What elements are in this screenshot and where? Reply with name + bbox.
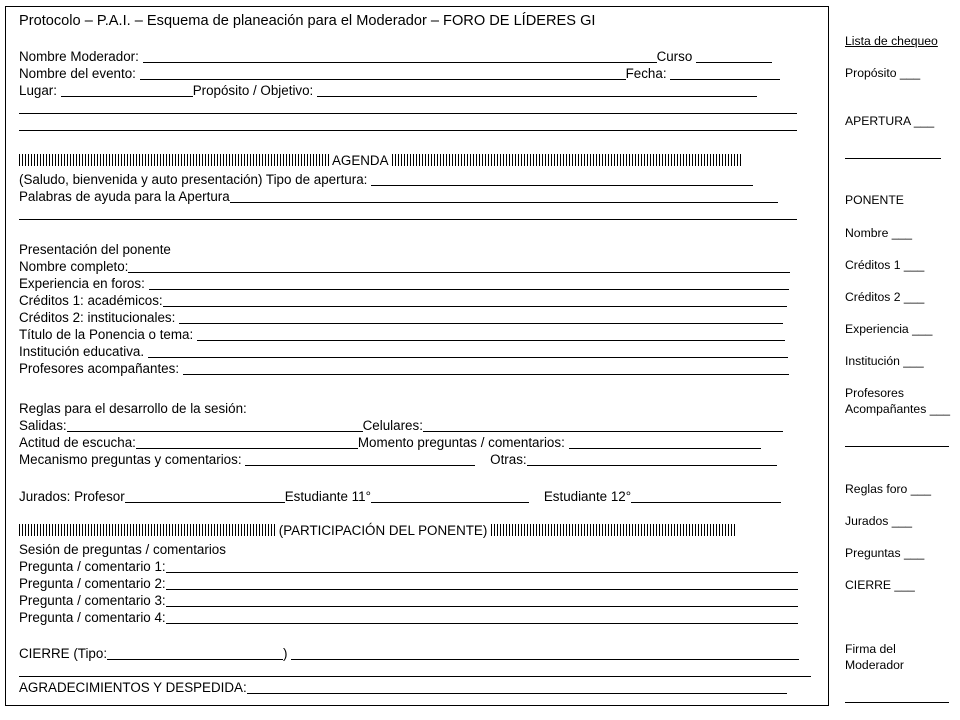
event-label: Nombre del evento:	[19, 66, 136, 81]
institution-label: Institución educativa.	[19, 344, 145, 359]
check-institution[interactable]: Institución ___	[845, 354, 924, 368]
opening-type-field[interactable]	[371, 171, 753, 186]
agenda-row	[19, 152, 819, 169]
thanks-row	[19, 679, 819, 696]
question-3-field[interactable]	[166, 592, 798, 607]
jury-student-12-field[interactable]	[631, 488, 781, 503]
purpose-continuation-2	[19, 116, 819, 133]
question-4-row	[19, 609, 819, 626]
listening-field[interactable]	[136, 434, 358, 449]
check-questions[interactable]: Preguntas ___	[845, 546, 925, 560]
place-label: Lugar:	[19, 83, 57, 98]
check-opening-notes-line[interactable]	[845, 158, 941, 159]
others-label: Otras:	[490, 452, 527, 467]
check-credits-1[interactable]: Créditos 1 ___	[845, 258, 925, 272]
divider-bars-left	[19, 524, 275, 536]
check-close[interactable]: CIERRE ___	[845, 578, 915, 592]
checklist-title: Lista de chequeo	[845, 34, 938, 48]
close-paren: )	[283, 646, 288, 661]
event-field[interactable]	[140, 65, 626, 80]
phones-field[interactable]	[423, 417, 783, 432]
institution-row	[19, 343, 819, 360]
check-rules-notes-line[interactable]	[845, 446, 949, 447]
full-name-row	[19, 258, 819, 275]
qa-session-heading: Sesión de preguntas / comentarios	[19, 542, 226, 557]
moderator-row	[19, 48, 819, 65]
agenda-heading: AGENDA	[331, 153, 388, 168]
close-continuation	[19, 662, 819, 679]
purpose-field[interactable]	[317, 82, 757, 97]
signature-line[interactable]	[845, 702, 949, 703]
divider-bars-right	[392, 154, 742, 166]
place-row	[19, 82, 819, 99]
purpose-line-2[interactable]	[19, 99, 797, 114]
check-opening[interactable]: APERTURA ___	[845, 114, 935, 128]
participation-heading: (PARTICIPACIÓN DEL PONENTE)	[278, 523, 488, 538]
forum-experience-row	[19, 275, 819, 292]
opening-words-row	[19, 188, 819, 205]
question-3-row	[19, 592, 819, 609]
close-row	[19, 645, 819, 662]
forum-experience-field[interactable]	[149, 275, 789, 290]
moderator-label: Nombre Moderador:	[19, 49, 139, 64]
question-2-label: Pregunta / comentario 2:	[19, 576, 166, 591]
credits-academic-row	[19, 292, 819, 309]
date-label: Fecha:	[625, 66, 667, 81]
listening-row	[19, 434, 819, 451]
exits-field[interactable]	[67, 417, 363, 432]
opening-line-2[interactable]	[19, 205, 797, 220]
speaker-heading: Presentación del ponente	[19, 242, 171, 257]
check-teachers-line-2[interactable]: Acompañantes ___	[845, 402, 951, 416]
question-1-label: Pregunta / comentario 1:	[19, 559, 166, 574]
protocol-form	[5, 6, 829, 706]
teachers-label: Profesores acompañantes:	[19, 361, 180, 376]
exits-row	[19, 417, 819, 434]
phones-label: Celulares:	[362, 418, 423, 433]
mechanism-field[interactable]	[245, 451, 475, 466]
close-type-label: CIERRE (Tipo:	[19, 646, 108, 661]
purpose-continuation-1	[19, 99, 819, 116]
check-credits-2[interactable]: Créditos 2 ___	[845, 290, 925, 304]
moderator-field[interactable]	[143, 48, 657, 63]
signature-label-line-2: Moderador	[845, 658, 904, 672]
opening-continuation	[19, 205, 819, 222]
rules-heading: Reglas para el desarrollo de la sesión:	[19, 401, 247, 416]
jury-student-12-label: Estudiante 12°	[543, 489, 632, 504]
event-row	[19, 65, 819, 82]
purpose-label: Propósito / Objetivo:	[192, 83, 314, 98]
talk-title-label: Título de la Ponencia o tema:	[19, 327, 194, 342]
thanks-label: AGRADECIMIENTOS Y DESPEDIDA:	[19, 680, 247, 695]
teachers-field[interactable]	[183, 360, 789, 375]
teachers-row	[19, 360, 819, 377]
course-field[interactable]	[696, 48, 772, 63]
mechanism-row	[19, 451, 819, 468]
close-line-2[interactable]	[19, 662, 811, 677]
jury-teacher-field[interactable]	[125, 488, 285, 503]
exits-label: Salidas:	[19, 418, 67, 433]
purpose-line-3[interactable]	[19, 116, 797, 131]
question-2-field[interactable]	[166, 575, 798, 590]
credits-institutional-field[interactable]	[179, 309, 783, 324]
opening-words-field[interactable]	[230, 188, 778, 203]
close-type-field[interactable]	[107, 645, 283, 660]
course-label: Curso	[656, 49, 693, 64]
check-experience[interactable]: Experiencia ___	[845, 322, 933, 336]
checklist-sidebar	[845, 0, 960, 720]
check-rules[interactable]: Reglas foro ___	[845, 482, 932, 496]
credits-institutional-label: Créditos 2: institucionales:	[19, 310, 176, 325]
thanks-field[interactable]	[247, 679, 787, 694]
divider-bars-right	[491, 524, 735, 536]
mechanism-label: Mecanismo preguntas y comentarios:	[19, 452, 242, 467]
question-time-label: Momento preguntas / comentarios:	[357, 435, 565, 450]
question-1-row	[19, 558, 819, 575]
question-2-row	[19, 575, 819, 592]
question-time-field[interactable]	[569, 434, 761, 449]
institution-field[interactable]	[148, 343, 788, 358]
question-1-field[interactable]	[166, 558, 798, 573]
full-name-label: Nombre completo:	[19, 259, 129, 274]
place-field[interactable]	[61, 82, 193, 97]
jury-teacher-label: Jurados: Profesor	[19, 489, 125, 504]
talk-title-row	[19, 326, 819, 343]
check-purpose[interactable]: Propósito ___	[845, 66, 921, 80]
talk-title-field[interactable]	[197, 326, 785, 341]
others-field[interactable]	[527, 451, 777, 466]
question-4-label: Pregunta / comentario 4:	[19, 610, 166, 625]
full-name-field[interactable]	[128, 258, 790, 273]
credits-institutional-row	[19, 309, 819, 326]
question-4-field[interactable]	[166, 609, 798, 624]
check-speaker: PONENTE	[845, 193, 904, 207]
jury-student-11-label: Estudiante 11°	[284, 489, 371, 504]
check-teachers-line-1: Profesores	[845, 386, 904, 400]
forum-experience-label: Experiencia en foros:	[19, 276, 145, 291]
participation-row	[19, 522, 819, 539]
question-3-label: Pregunta / comentario 3:	[19, 593, 166, 608]
opening-type-row	[19, 171, 819, 188]
check-jury[interactable]: Jurados ___	[845, 514, 913, 528]
jury-row	[19, 488, 819, 505]
form-title: Protocolo – P.A.I. – Esquema de planeación para el Moderador – FORO DE LÍDERES GI	[19, 13, 596, 29]
check-name[interactable]: Nombre ___	[845, 226, 913, 240]
date-field[interactable]	[670, 65, 780, 80]
listening-label: Actitud de escucha:	[19, 435, 136, 450]
credits-academic-field[interactable]	[163, 292, 787, 307]
jury-student-11-field[interactable]	[371, 488, 529, 503]
opening-type-label: (Saludo, bienvenida y auto presentación) Tipo de apertura:	[19, 172, 368, 187]
credits-academic-label: Créditos 1: académicos:	[19, 293, 163, 308]
signature-label-line-1: Firma del	[845, 642, 896, 656]
divider-bars-left	[19, 154, 329, 166]
close-notes-field[interactable]	[291, 645, 799, 660]
opening-words-label: Palabras de ayuda para la Apertura	[19, 189, 230, 204]
